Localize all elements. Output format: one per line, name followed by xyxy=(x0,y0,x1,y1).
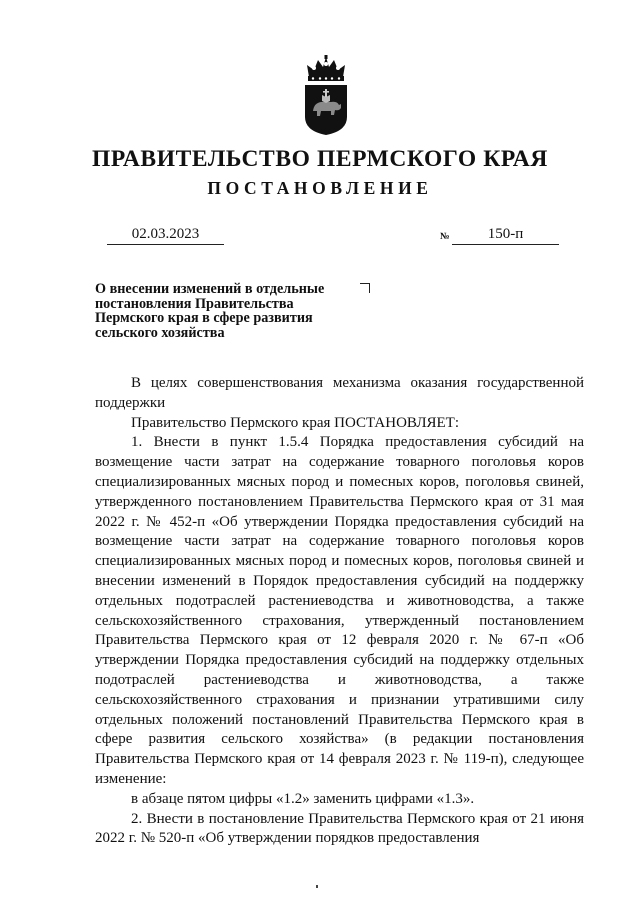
document-subject: О внесении изменений в отдельные постановления Правительства Пермского края в сфере развития сельского хозяйства xyxy=(95,281,325,341)
document-number: 150-п xyxy=(452,226,559,245)
government-title: ПРАВИТЕЛЬСТВО ПЕРМСКОГО КРАЯ xyxy=(92,146,548,172)
body-paragraph: в абзаце пятом цифры «1.2» заменить цифрами «1.3». xyxy=(131,790,475,807)
body-paragraph: 2. Внести в постановление Правительства Пермского края от 21 июня 2022 г. № 520-п «Об утверждении порядков предоставления xyxy=(95,810,584,847)
document-date: 02.03.2023 xyxy=(107,226,224,245)
subject-corner-mark xyxy=(360,283,370,293)
document-body xyxy=(95,374,584,849)
body-paragraph: Правительство Пермского края ПОСТАНОВЛЯЕТ: xyxy=(131,414,460,431)
scan-dot xyxy=(316,885,318,888)
document-type: ПОСТАНОВЛЕНИЕ xyxy=(207,178,433,198)
number-label: № xyxy=(440,232,450,242)
coat-of-arms-icon xyxy=(301,55,351,137)
body-paragraph: 1. Внести в пункт 1.5.4 Порядка предоставления субсидий на возмещение части затрат на содержание товарного поголовья коров специализированных мясных пород и помесных коров, поголовья свиней, утвержденного постановлением Правительства Пермского края от 31 мая 2022 г. № 452-п «Об утверждении Порядка предоставления субсидий на возмещение части затрат на содержание товарного поголовья коров специализированных мясных пород и помесных коров, поголовья свиней и внесении изменений в Порядок предоставления субсидий на поддержку отдельных подотраслей растениеводства и животноводства, а также сельскохозяйственного страхования, утвержденный постановлением Правительства Пермского края от 12 февраля 2020 г. № 67-п «Об утверждении Порядка предоставления субсидий на поддержку отдельных подотраслей растениеводства и животноводства, а также сельскохозяйственного страхования и признании утратившими силу отдельных положений постановлений Правительства Пермского края в сфере развития сельского хозяйства» (в редакции постановления Правительства Пермского края от 14 февраля 2023 г. № 119-п), следующее изменение: xyxy=(95,434,584,787)
body-paragraph: В целях совершенствования механизма оказания государственной поддержки xyxy=(95,375,584,411)
